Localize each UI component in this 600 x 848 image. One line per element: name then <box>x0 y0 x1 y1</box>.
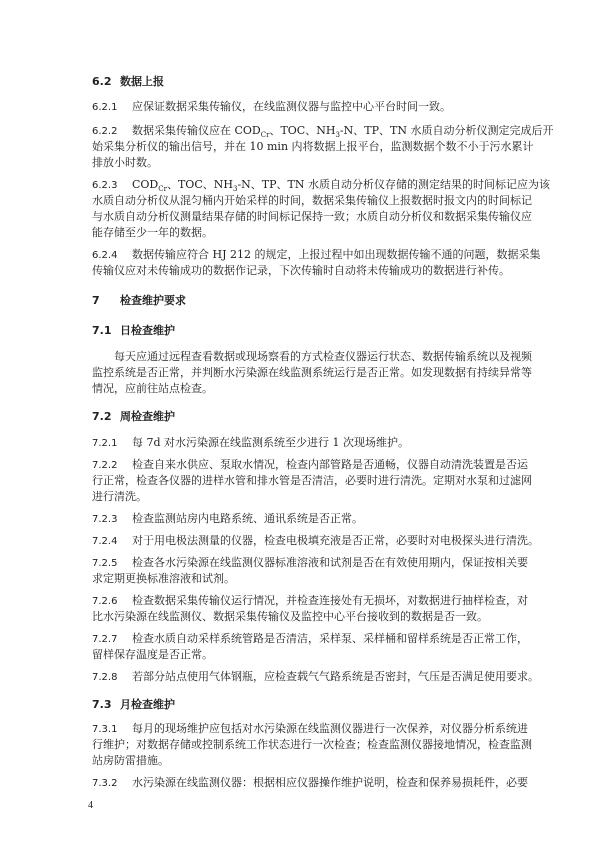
clause-6-2-2-line-1: 6.2.2 数据采集传输仪应在 $COD_{Cr}$、TOC、$NH_3-N$、TP、TN 水质自动分析仪测定完成后开 <box>92 124 554 140</box>
paragraph-7-1-line-3: 情况，应前往站点检查。 <box>92 382 213 395</box>
section-heading-7: 7 检查维护要求 <box>92 294 186 307</box>
clause-7-2-2-line-2: 行正常，检查各仪器的进样水管和排水管是否清洁，必要时进行清洗。定期对水泵和过滤网 <box>92 474 532 487</box>
clause-7-2-3: 7.2.3 检查监测站房内电路系统、通讯系统是否正常。 <box>92 512 363 525</box>
clause-7-2-4: 7.2.4 对于用电极法测量的仪器，检查电极填充液是否正常，必要时对电极探头进行清洗。 <box>92 534 539 547</box>
paragraph-7-1-line-2: 监控系统是否正常，并判断水污染源在线监测系统运行是否正常。如发现数据有持续异常等 <box>92 366 532 379</box>
clause-7-2-1: 7.2.1 每 7d 对水污染源在线监测系统至少进行 1 次现场维护。 <box>92 436 410 449</box>
clause-6-2-1: 6.2.1 应保证数据采集传输仪，在线监测仪器与监控中心平台时间一致。 <box>92 100 451 113</box>
clause-7-2-5-line-1: 7.2.5 检查各水污染源在线监测仪器标准溶液和试剂是否在有效使用期内，保证按相关要 <box>92 556 528 569</box>
section-heading-7-1: 7.1 日检查维护 <box>92 324 175 337</box>
section-heading-7-3: 7.3 月检查维护 <box>92 698 175 711</box>
clause-6-2-2-line-3: 排放小时数。 <box>92 156 158 169</box>
clause-7-2-6-line-2: 比水污染源在线监测仪、数据采集传输仪及监控中心平台接收到的数据是否一致。 <box>92 610 488 623</box>
clause-6-2-3-line-3: 与水质自动分析仪测量结果存储的时间标记保持一致；水质自动分析仪和数据采集传输仪应 <box>92 210 532 223</box>
clause-7-2-2-line-3: 进行清洗。 <box>92 490 147 503</box>
clause-6-2-3-line-4: 能存储至少一年的数据。 <box>92 226 213 239</box>
paragraph-7-1-line-1: 每天应通过远程查看数据或现场察看的方式检查仪器运行状态、数据传输系统以及视频 <box>114 350 532 363</box>
clause-7-2-8: 7.2.8 若部分站点使用气体钢瓶，应检查载气气路系统是否密封，气压是否满足使用要求。 <box>92 670 539 683</box>
clause-7-2-5-line-2: 求定期更换标准溶液和试剂。 <box>92 572 235 585</box>
clause-7-2-7-line-1: 7.2.7 检查水质自动采样系统管路是否清洁，采样泵、采样桶和留样系统是否正常工作， <box>92 632 528 645</box>
clause-7-2-7-line-2: 留样保存温度是否正常。 <box>92 648 213 661</box>
clause-7-3-1-line-3: 站房防雷措施。 <box>92 754 169 767</box>
clause-7-2-6-line-1: 7.2.6 检查数据采集传输仪运行情况，并检查连接处有无损坏，对数据进行抽样检查，对 <box>92 594 528 607</box>
clause-6-2-3-line-1: 6.2.3 $COD_{Cr}$、TOC、$NH_3-N$、TP、TN 水质自动分析仪存储的测定结果的时间标记应为该 <box>92 178 550 194</box>
clause-7-3-1-line-1: 7.3.1 每月的现场维护应包括对水污染源在线监测仪器进行一次保养，对仪器分析系统进 <box>92 722 528 735</box>
clause-7-3-1-line-2: 行维护；对数据存储或控制系统工作状态进行一次检查；检查监测仪器接地情况，检查监测 <box>92 738 532 751</box>
section-heading-7-2: 7.2 周检查维护 <box>92 410 175 423</box>
clause-6-2-3-line-2: 水质自动分析仪从混匀桶内开始采样的时间，数据采集传输仪上报数据时报文内的时间标记 <box>92 194 532 207</box>
clause-7-2-2-line-1: 7.2.2 检查自来水供应、泵取水情况，检查内部管路是否通畅，仪器自动清洗装置是否运 <box>92 458 528 471</box>
section-heading-6-2: 6.2 数据上报 <box>92 75 164 88</box>
clause-7-3-2-line-1: 7.3.2 水污染源在线监测仪器：根据相应仪器操作维护说明，检查和保养易损耗件，必要 <box>92 776 528 789</box>
page-number: 4 <box>88 800 93 811</box>
clause-6-2-4-line-2: 传输仪应对未传输成功的数据作记录，下次传输时自动将未传输成功的数据进行补传。 <box>92 264 510 277</box>
clause-6-2-2-line-2: 始采集分析仪的输出信号，并在 10 min 内将数据上报平台，监测数据个数不小于污水累计 <box>92 140 534 153</box>
clause-6-2-4-line-1: 6.2.4 数据传输应符合 HJ 212 的规定，上报过程中如出现数据传输不通的问题，数据采集 <box>92 248 541 261</box>
